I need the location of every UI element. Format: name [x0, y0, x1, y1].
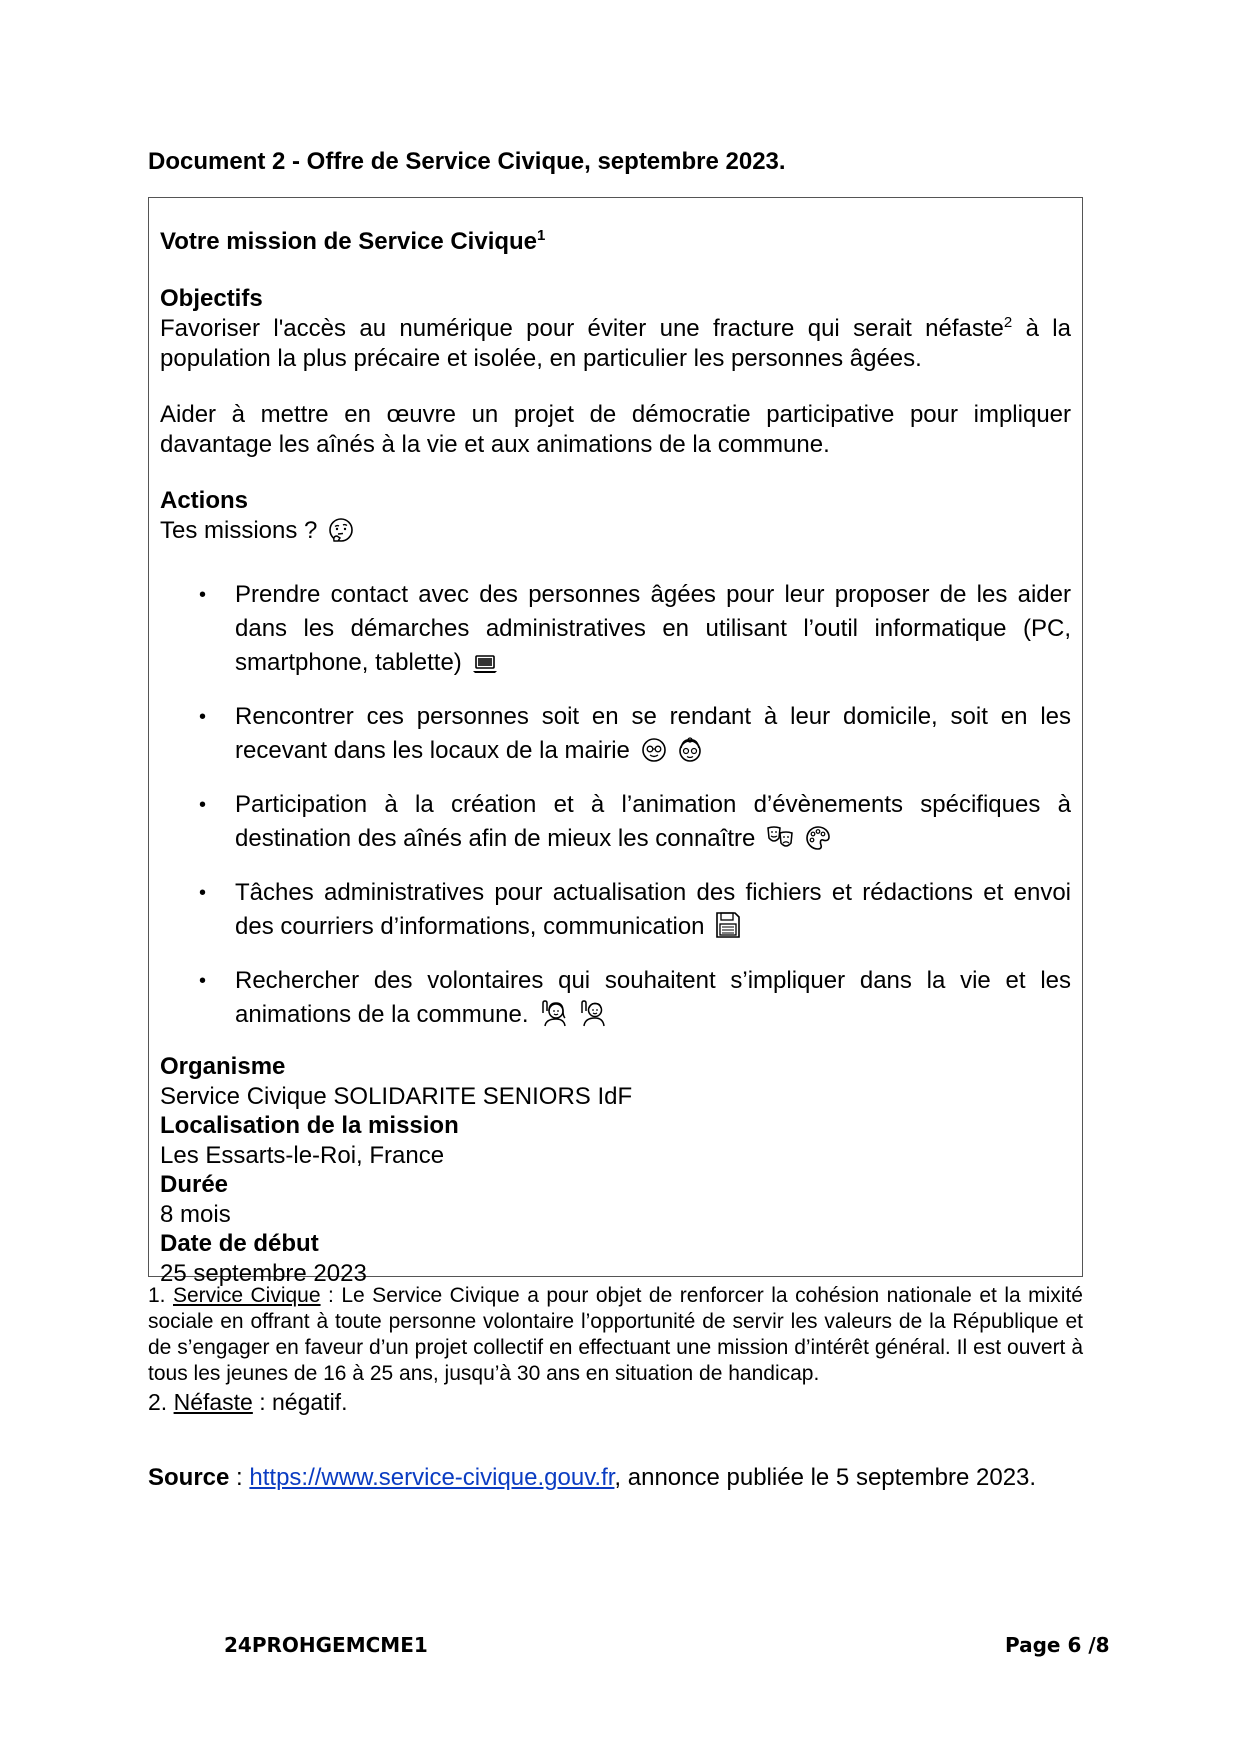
footnote-1-term: Service Civique — [173, 1284, 321, 1307]
footnote-2 — [148, 1387, 1083, 1417]
list-item-text: Participation à la création et à l’animation d’évènements spécifiques à destination des aînés afin de mieux les connaître — [235, 791, 1071, 852]
objective-paragraph-1 — [160, 314, 1071, 374]
mission-frame — [148, 197, 1083, 1287]
source-line — [148, 1464, 1036, 1492]
actions-title: Actions — [160, 487, 249, 514]
list-item — [160, 700, 1071, 773]
list-item-text: Rechercher des volontaires qui souhaitent s’impliquer dans la vie et les animations de la commune. — [235, 967, 1071, 1028]
source-separator: : — [229, 1464, 250, 1491]
objective-paragraph-2: Aider à mettre en œuvre un projet de démocratie participative pour impliquer davantage les aînés à la vie et aux animations de la commune. — [160, 401, 1071, 458]
footnote-1-text: : Le Service Civique a pour objet de renforcer la cohésion nationale et la mixité sociale en offrant à toute personne volontaire l’opportunité de servir les valeurs de la République et de s’engager en faveur d’un projet collectif en effectuant une mission d’intérêt général. Il est ouvert à tous les jeunes de 16 à 25 ans, jusqu’à 30 ans en situation de handicap. — [148, 1284, 1083, 1385]
objective-text-1b: à la population la plus précaire et isolée, en particulier les personnes âgées. — [160, 315, 1071, 372]
mission-heading-text: Votre mission de Service Civique — [160, 228, 538, 255]
objectives-title: Objectifs — [160, 285, 263, 312]
list-item — [160, 788, 1071, 861]
bullet: • — [199, 970, 207, 992]
organisme-title: Organisme — [160, 1053, 286, 1080]
page-number: Page 6 /8 — [1005, 1633, 1110, 1657]
source-link[interactable]: https://www.service-civique.gouv.fr — [249, 1464, 615, 1491]
actions-intro-text: Tes missions ? — [160, 517, 318, 544]
palette-icon — [805, 825, 831, 861]
bullet: • — [199, 584, 207, 606]
list-item-text: Rencontrer ces personnes soit en se rendant à leur domicile, soit en les recevant dans les locaux de la mairie — [235, 703, 1071, 764]
person-raising-hand-icon — [578, 999, 606, 1037]
objective-text-1a: Favoriser l'accès au numérique pour éviter une fracture qui serait néfaste — [160, 315, 1004, 342]
localisation-value: Les Essarts-le-Roi, France — [160, 1141, 445, 1169]
footer-code: 24PROHGEMCME1 — [224, 1633, 428, 1657]
bullet: • — [199, 882, 207, 904]
bullet: • — [199, 706, 207, 728]
bullet: • — [199, 794, 207, 816]
footnotes — [148, 1283, 1083, 1417]
date-debut-value: 25 septembre 2023 — [160, 1259, 367, 1287]
theater-masks-icon — [766, 825, 794, 861]
woman-raising-hand-icon — [539, 999, 567, 1037]
old-man-icon — [641, 737, 667, 773]
source-suffix: , annonce publiée le 5 septembre 2023. — [614, 1464, 1037, 1491]
footnote-ref-2: 2 — [1003, 314, 1013, 331]
duree-value: 8 mois — [160, 1200, 231, 1228]
footnote-ref-1: 1 — [537, 227, 546, 244]
list-item-text: Tâches administratives pour actualisation des fichiers et rédactions et envoi des courriers d’informations, communication — [235, 879, 1071, 940]
list-item — [160, 876, 1071, 949]
organisme-value: Service Civique SOLIDARITE SENIORS IdF — [160, 1082, 633, 1110]
mission-details — [160, 1052, 1071, 1288]
mission-heading — [160, 227, 1071, 257]
floppy-disk-icon — [715, 911, 741, 949]
missions-list — [160, 578, 1071, 1037]
footnote-1-number: 1. — [148, 1284, 173, 1307]
date-debut-title: Date de début — [160, 1230, 319, 1257]
laptop-icon — [472, 651, 498, 685]
duree-title: Durée — [160, 1171, 229, 1198]
localisation-title: Localisation de la mission — [160, 1112, 459, 1139]
footnote-2-term: Néfaste — [173, 1389, 253, 1415]
list-item-text: Prendre contact avec des personnes âgées pour leur proposer de les aider dans les démarches administratives en utilisant l’outil informatique (PC, smartphone, tablette) — [235, 581, 1071, 676]
list-item — [160, 964, 1071, 1037]
footnote-2-number: 2. — [148, 1389, 174, 1415]
footnote-2-text: : négatif. — [252, 1389, 348, 1415]
thinking-face-icon — [328, 517, 354, 551]
actions-intro — [160, 516, 1071, 551]
old-woman-icon — [677, 737, 703, 773]
footnote-1 — [148, 1283, 1083, 1387]
source-label: Source — [148, 1464, 230, 1491]
list-item — [160, 578, 1071, 685]
document-title: Document 2 - Offre de Service Civique, septembre 2023. — [148, 148, 786, 175]
